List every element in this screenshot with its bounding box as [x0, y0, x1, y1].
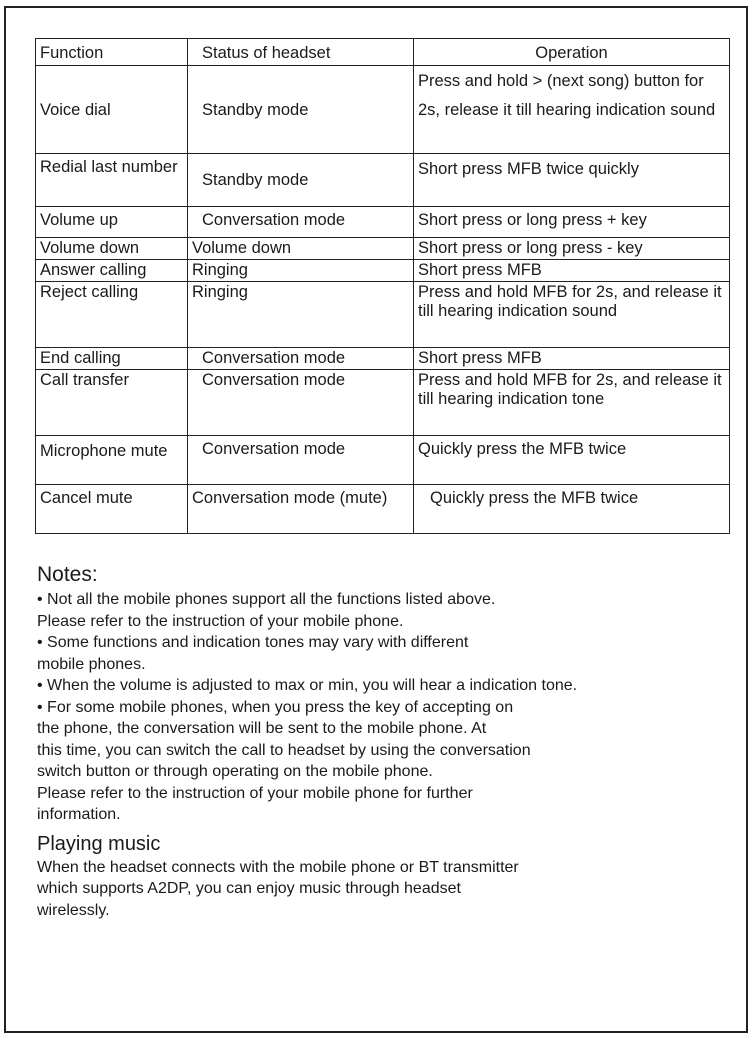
function-table [35, 38, 730, 534]
cell-status: Standby mode [188, 66, 414, 154]
table-row [36, 66, 730, 154]
cell-operation: Short press MFB [414, 348, 730, 370]
table-row [36, 370, 730, 436]
cell-function: Voice dial [36, 66, 188, 154]
table-row [36, 260, 730, 282]
manual-page [4, 6, 748, 1033]
music-line: When the headset connects with the mobile phone or BT transmitter [37, 858, 519, 876]
cell-operation: Quickly press the MFB twice [414, 485, 730, 534]
cell-status: Conversation mode [188, 207, 414, 238]
cell-status: Volume down [188, 238, 414, 260]
cell-function: Reject calling [36, 282, 188, 348]
notes-line: information. [37, 806, 121, 823]
music-section-title: Playing music [37, 832, 161, 855]
table-row [36, 436, 730, 485]
music-line: which supports A2DP, you can enjoy music through headset [37, 880, 461, 897]
cell-operation: Press and hold > (next song) button for 2s, release it till hearing indication sound [414, 66, 730, 154]
notes-line: • Some functions and indication tones may vary with different [37, 634, 469, 651]
cell-operation: Short press MFB [414, 260, 730, 282]
notes-line: mobile phones. [37, 655, 146, 673]
notes-line: the phone, the conversation will be sent to the mobile phone. At [37, 720, 487, 737]
cell-function: Redial last number [36, 154, 188, 207]
table-header-row [36, 39, 730, 66]
notes-line: • For some mobile phones, when you press the key of accepting on [37, 698, 514, 716]
table-row [36, 238, 730, 260]
cell-function: Microphone mute [36, 436, 188, 485]
table-row [36, 485, 730, 534]
notes-line: Please refer to the instruction of your mobile phone for further [37, 784, 473, 802]
table-row [36, 154, 730, 207]
cell-operation: Press and hold MFB for 2s, and release it till hearing indication tone [414, 370, 730, 436]
cell-function: Cancel mute [36, 485, 188, 534]
cell-operation: Press and hold MFB for 2s, and release it till hearing indication sound [414, 282, 730, 348]
cell-status: Conversation mode (mute) [188, 485, 414, 534]
notes-line: Please refer to the instruction of your mobile phone. [37, 612, 404, 630]
table-row [36, 207, 730, 238]
cell-function: Answer calling [36, 260, 188, 282]
cell-status: Conversation mode [188, 348, 414, 370]
cell-status: Conversation mode [188, 370, 414, 436]
header-operation: Operation [414, 39, 730, 66]
table-row [36, 348, 730, 370]
cell-operation: Quickly press the MFB twice [414, 436, 730, 485]
notes-line: • When the volume is adjusted to max or min, you will hear a indication tone. [37, 677, 578, 694]
notes-line: • Not all the mobile phones support all the functions listed above. [37, 591, 496, 608]
music-line: wirelessly. [37, 901, 110, 919]
header-status: Status of headset [188, 39, 414, 66]
notes-line: this time, you can switch the call to headset by using the conversation [37, 741, 531, 759]
cell-function: End calling [36, 348, 188, 370]
notes-section [37, 563, 752, 921]
cell-operation: Short press or long press - key [414, 238, 730, 260]
header-function: Function [36, 39, 188, 66]
cell-function: Volume up [36, 207, 188, 238]
cell-operation: Short press or long press + key [414, 207, 730, 238]
cell-operation: Short press MFB twice quickly [414, 154, 730, 207]
cell-status: Ringing [188, 260, 414, 282]
cell-status: Conversation mode [188, 436, 414, 485]
cell-status: Standby mode [188, 154, 414, 207]
table-row [36, 282, 730, 348]
notes-line: switch button or through operating on the mobile phone. [37, 763, 433, 780]
cell-status: Ringing [188, 282, 414, 348]
notes-title: Notes: [37, 563, 98, 586]
cell-function: Call transfer [36, 370, 188, 436]
cell-function: Volume down [36, 238, 188, 260]
